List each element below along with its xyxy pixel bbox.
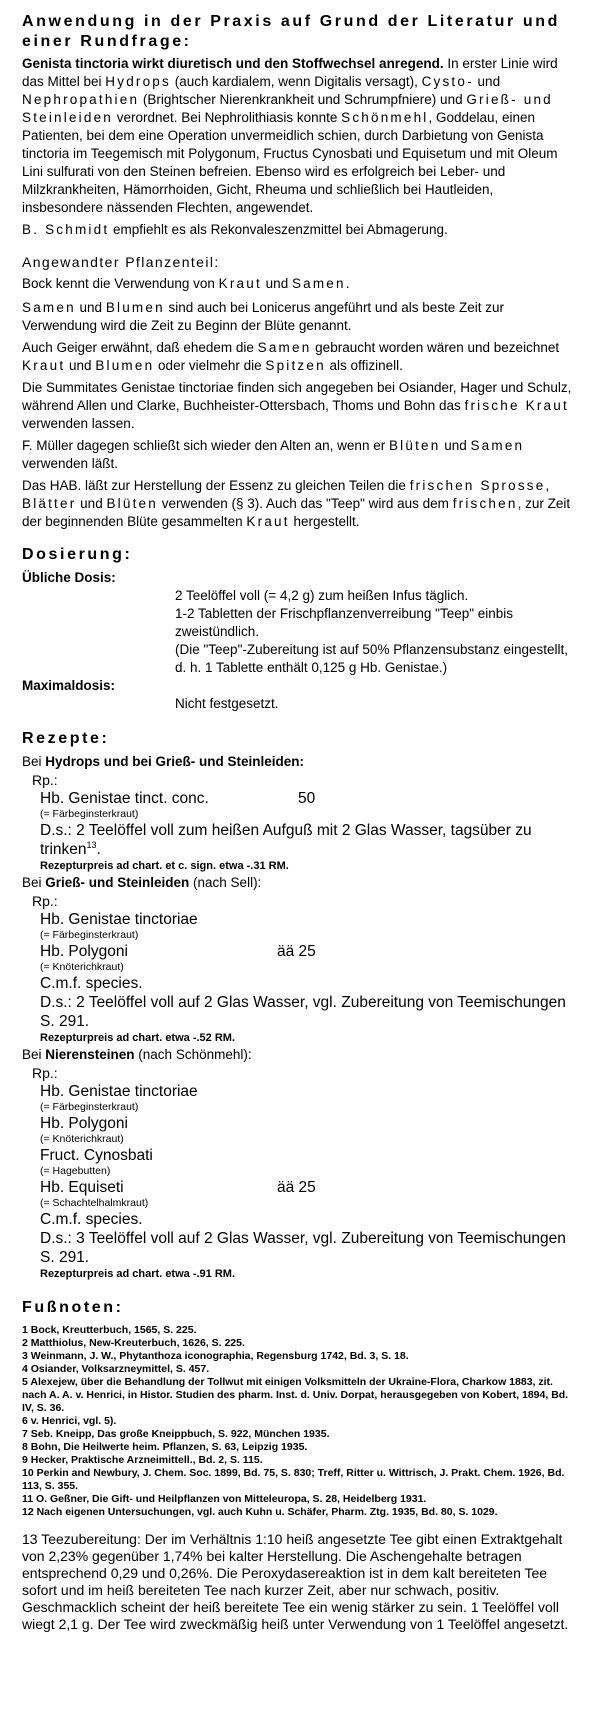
dose-max-text: Nicht festgesetzt. [175, 696, 279, 711]
recipe-3-ingredient-3: Fruct. Cynosbati [40, 1147, 153, 1164]
recipe-3-ds: D.s.: 3 Teelöffel voll auf 2 Glas Wasser, vgl. Zubereitung von Teemischungen S. 291. [40, 1230, 566, 1266]
pflanzenteil-p1: Bock kennt die Verwendung von Kraut und Samen. [22, 276, 350, 291]
footnote-7: 7 Seb. Kneipp, Das große Kneippbuch, S. 922, München 1935. [22, 1428, 330, 1440]
heading-anwendung: Anwendung in der Praxis auf Grund der Literatur und einer Rundfrage: [22, 13, 560, 50]
recipe-3-note-1: (= Färbeginsterkraut) [40, 1101, 139, 1113]
footnote-4: 4 Osiander, Volksarzneymittel, S. 457. [22, 1363, 210, 1375]
recipe-1-rp: Rp.: [32, 772, 58, 788]
footnote-2: 2 Matthiolus, New-Kreuterbuch, 1626, S. 225. [22, 1337, 245, 1349]
dose-ueblich-1: 2 Teelöffel voll (= 4,2 g) zum heißen Infus täglich. [175, 588, 469, 603]
recipe-3-rp: Rp.: [32, 1065, 58, 1081]
pflanzenteil-p6: Das HAB. läßt zur Herstellung der Essenz zu gleichen Teilen die frischen Sprosse, Blätter und Blüten verwenden (§ 3). Auch das "Teep" wird aus dem frischen, zur Zeit der beginnenden Blüte gesammelten Kraut hergestellt. [22, 478, 571, 529]
footnote-9: 9 Hecker, Praktische Arzneimittell., Bd. 2, S. 115. [22, 1454, 263, 1466]
dose-label-max: Maximaldosis: [22, 678, 116, 693]
recipe-1-ds: D.s.: 2 Teelöffel voll zum heißen Aufguß mit 2 Glas Wasser, tagsüber zu trinken$^{13}$. [40, 822, 532, 858]
heading-dosierung: Dosierung: [22, 546, 133, 563]
recipe-3-ingredient-4: Hb. Equiseti ää 25 [40, 1179, 316, 1196]
recipe-3-note-2: (= Knöterichkraut) [40, 1133, 124, 1145]
footnote-1: 1 Bock, Kreutterbuch, 1565, S. 225. [22, 1324, 197, 1336]
recipe-3-intro: Bei Nierensteinen (nach Schönmehl): [22, 1047, 252, 1062]
recipe-2-rp: Rp.: [32, 893, 58, 909]
recipe-1-intro: Bei Hydrops und bei Grieß- und Steinleiden: [22, 754, 305, 769]
recipe-2-ds: D.s.: 2 Teelöffel voll auf 2 Glas Wasser, vgl. Zubereitung von Teemischungen S. 291. [40, 994, 566, 1030]
footnote-13: 13 Teezubereitung: Der im Verhältnis 1:10 heiß angesetzte Tee gibt einen Extraktgehalt von 2,23% gegenüber 1,74% bei kalter Herstellung. Die Aschengehalte betragen entsprechend 0,29 und 0,26%. Die Peroxydasereaktion ist in dem kalt bereiteten Tee sofort und im heiß bereiteten Tee nach kurzer Zeit, aber nur schwach, positiv. Geschmacklich scheint der heiß bereitete Tee ein wenig stärker zu sein. 1 Teelöffel voll wiegt 2,1 g. Der Tee wird zweckmäßig heiß unter Verwendung von 1 Teelöffel angesetzt. [22, 1531, 569, 1632]
recipe-2-ingredient-2: Hb. Polygoni ää 25 [40, 943, 316, 960]
footnote-12: 12 Nach eigenen Untersuchungen, vgl. auch Kuhn u. Schäfer, Pharm. Ztg. 1935, Bd. 80, S. 1029. [22, 1506, 498, 1518]
pflanzenteil-p5: F. Müller dagegen schließt sich wieder den Alten an, wenn er Blüten und Samen verwenden läßt. [22, 438, 525, 471]
recipe-1-ingredient-1: Hb. Genistae tinct. conc. 50 [40, 790, 316, 807]
recipe-3-note-4: (= Schachtelhalmkraut) [40, 1197, 149, 1209]
pflanzenteil-p3: Auch Geiger erwähnt, daß ehedem die Samen gebraucht worden wären und bezeichnet Kraut und Blumen oder vielmehr die Spitzen als offizinell. [22, 340, 560, 373]
recipe-3-ingredient-1: Hb. Genistae tinctoriae [40, 1083, 198, 1100]
footnote-6: 6 v. Henrici, vgl. 5). [22, 1415, 117, 1427]
footnote-11: 11 O. Geßner, Die Gift- und Heilpflanzen von Mitteleuropa, S. 28, Heidelberg 1931. [22, 1493, 427, 1505]
footnote-3: 3 Weinmann, J. W., Phytanthoza iconographia, Regensburg 1742, Bd. 3, S. 18. [22, 1350, 409, 1362]
heading-rezepte: Rezepte: [22, 730, 110, 747]
footnote-8: 8 Bohn, Die Heilwerte heim. Pflanzen, S. 63, Leipzig 1935. [22, 1441, 308, 1453]
footnote-5: 5 Alexejew, über die Behandlung der Tollwut mit einigen Volksmitteln der Ukraine-Flora, Charkow 1883, zit. nach A. A. v. Henrici, in Histor. Studien des pharm. Inst. d. Univ. Dorpat, herausgegeben von Kobert, 1894, Bd. IV, S. 36. [22, 1376, 569, 1414]
footnote-10: 10 Perkin and Newbury, J. Chem. Soc. 1899, Bd. 75, S. 830; Treff, Ritter u. Wittrisch, J. Prakt. Chem. 1926, Bd. 113, S. 355. [22, 1467, 565, 1492]
pflanzenteil-p2: Samen und Blumen sind auch bei Lonicerus angeführt und als beste Zeit zur Verwendung wird die Zeit zu Beginn der Blüte genannt. [22, 300, 505, 333]
anwendung-paragraph: Genista tinctoria wirkt diuretisch und den Stoffwechsel anregend. In erster Linie wird das Mittel bei Hydrops (auch kardialem, wenn Digitalis versagt), Cysto- und Nephropathien (Brightscher Nierenkrankheit und Schrumpfniere) und Grieß- und Steinleiden verordnet. Bei Nephrolithiasis konnte Schönmehl, Goddelau, einen Patienten, bei dem eine Operation unvermeidlich schien, durch Darbietung von Genista tinctoria im Teegemisch mit Polygonum, Fructus Cynosbati und Equisetum und mit Oleum Lini sulfurati von den Steinen befreien. Ebenso wird es erfolgreich bei Leber- und Milzkrankheiten, Hämorrhoiden, Gicht, Rheuma und schließlich bei Hautleiden, insbesondere nässenden Flechten, angewendet. [22, 56, 558, 215]
recipe-2-cmf: C.m.f. species. [40, 975, 143, 992]
recipe-3-note-3: (= Hagebutten) [40, 1165, 111, 1177]
heading-fussnoten: Fußnoten: [22, 1299, 124, 1316]
recipe-1-price: Rezepturpreis ad chart. et c. sign. etwa -.31 RM. [40, 860, 289, 872]
recipe-2-intro: Bei Grieß- und Steinleiden (nach Sell): [22, 875, 262, 890]
recipe-2-note-2: (= Knöterichkraut) [40, 961, 124, 973]
schmidt-paragraph: B. Schmidt empfiehlt es als Rekonvaleszenzmittel bei Abmagerung. [22, 222, 448, 237]
recipe-3-price: Rezepturpreis ad chart. etwa -.91 RM. [40, 1268, 235, 1280]
dose-ueblich-3: (Die "Teep"-Zubereitung ist auf 50% Pflanzensubstanz eingestellt, d. h. 1 Tablette enthält 0,125 g Hb. Genistae.) [175, 642, 569, 675]
recipe-2-price: Rezepturpreis ad chart. etwa -.52 RM. [40, 1032, 235, 1044]
heading-pflanzenteil: Angewandter Pflanzenteil: [22, 254, 220, 270]
recipe-2-ingredient-1: Hb. Genistae tinctoriae [40, 911, 198, 928]
pflanzenteil-p4: Die Summitates Genistae tinctoriae finden sich angegeben bei Osiander, Hager und Schulz, während Allen und Clarke, Buchheister-Ottersbach, Thoms und Bohn das frische Kraut verwenden lassen. [22, 380, 572, 431]
recipe-2-note-1: (= Färbeginsterkraut) [40, 929, 139, 941]
dose-label-ueblich: Übliche Dosis: [22, 570, 116, 585]
footnote-list [22, 1324, 575, 1519]
recipe-3-cmf: C.m.f. species. [40, 1211, 143, 1228]
recipe-3-ingredient-2: Hb. Polygoni [40, 1115, 128, 1132]
dose-ueblich-2: 1-2 Tabletten der Frischpflanzenverreibung "Teep" einbis zweistündlich. [175, 606, 514, 639]
recipe-1-note-1: (= Färbeginsterkraut) [40, 808, 139, 820]
